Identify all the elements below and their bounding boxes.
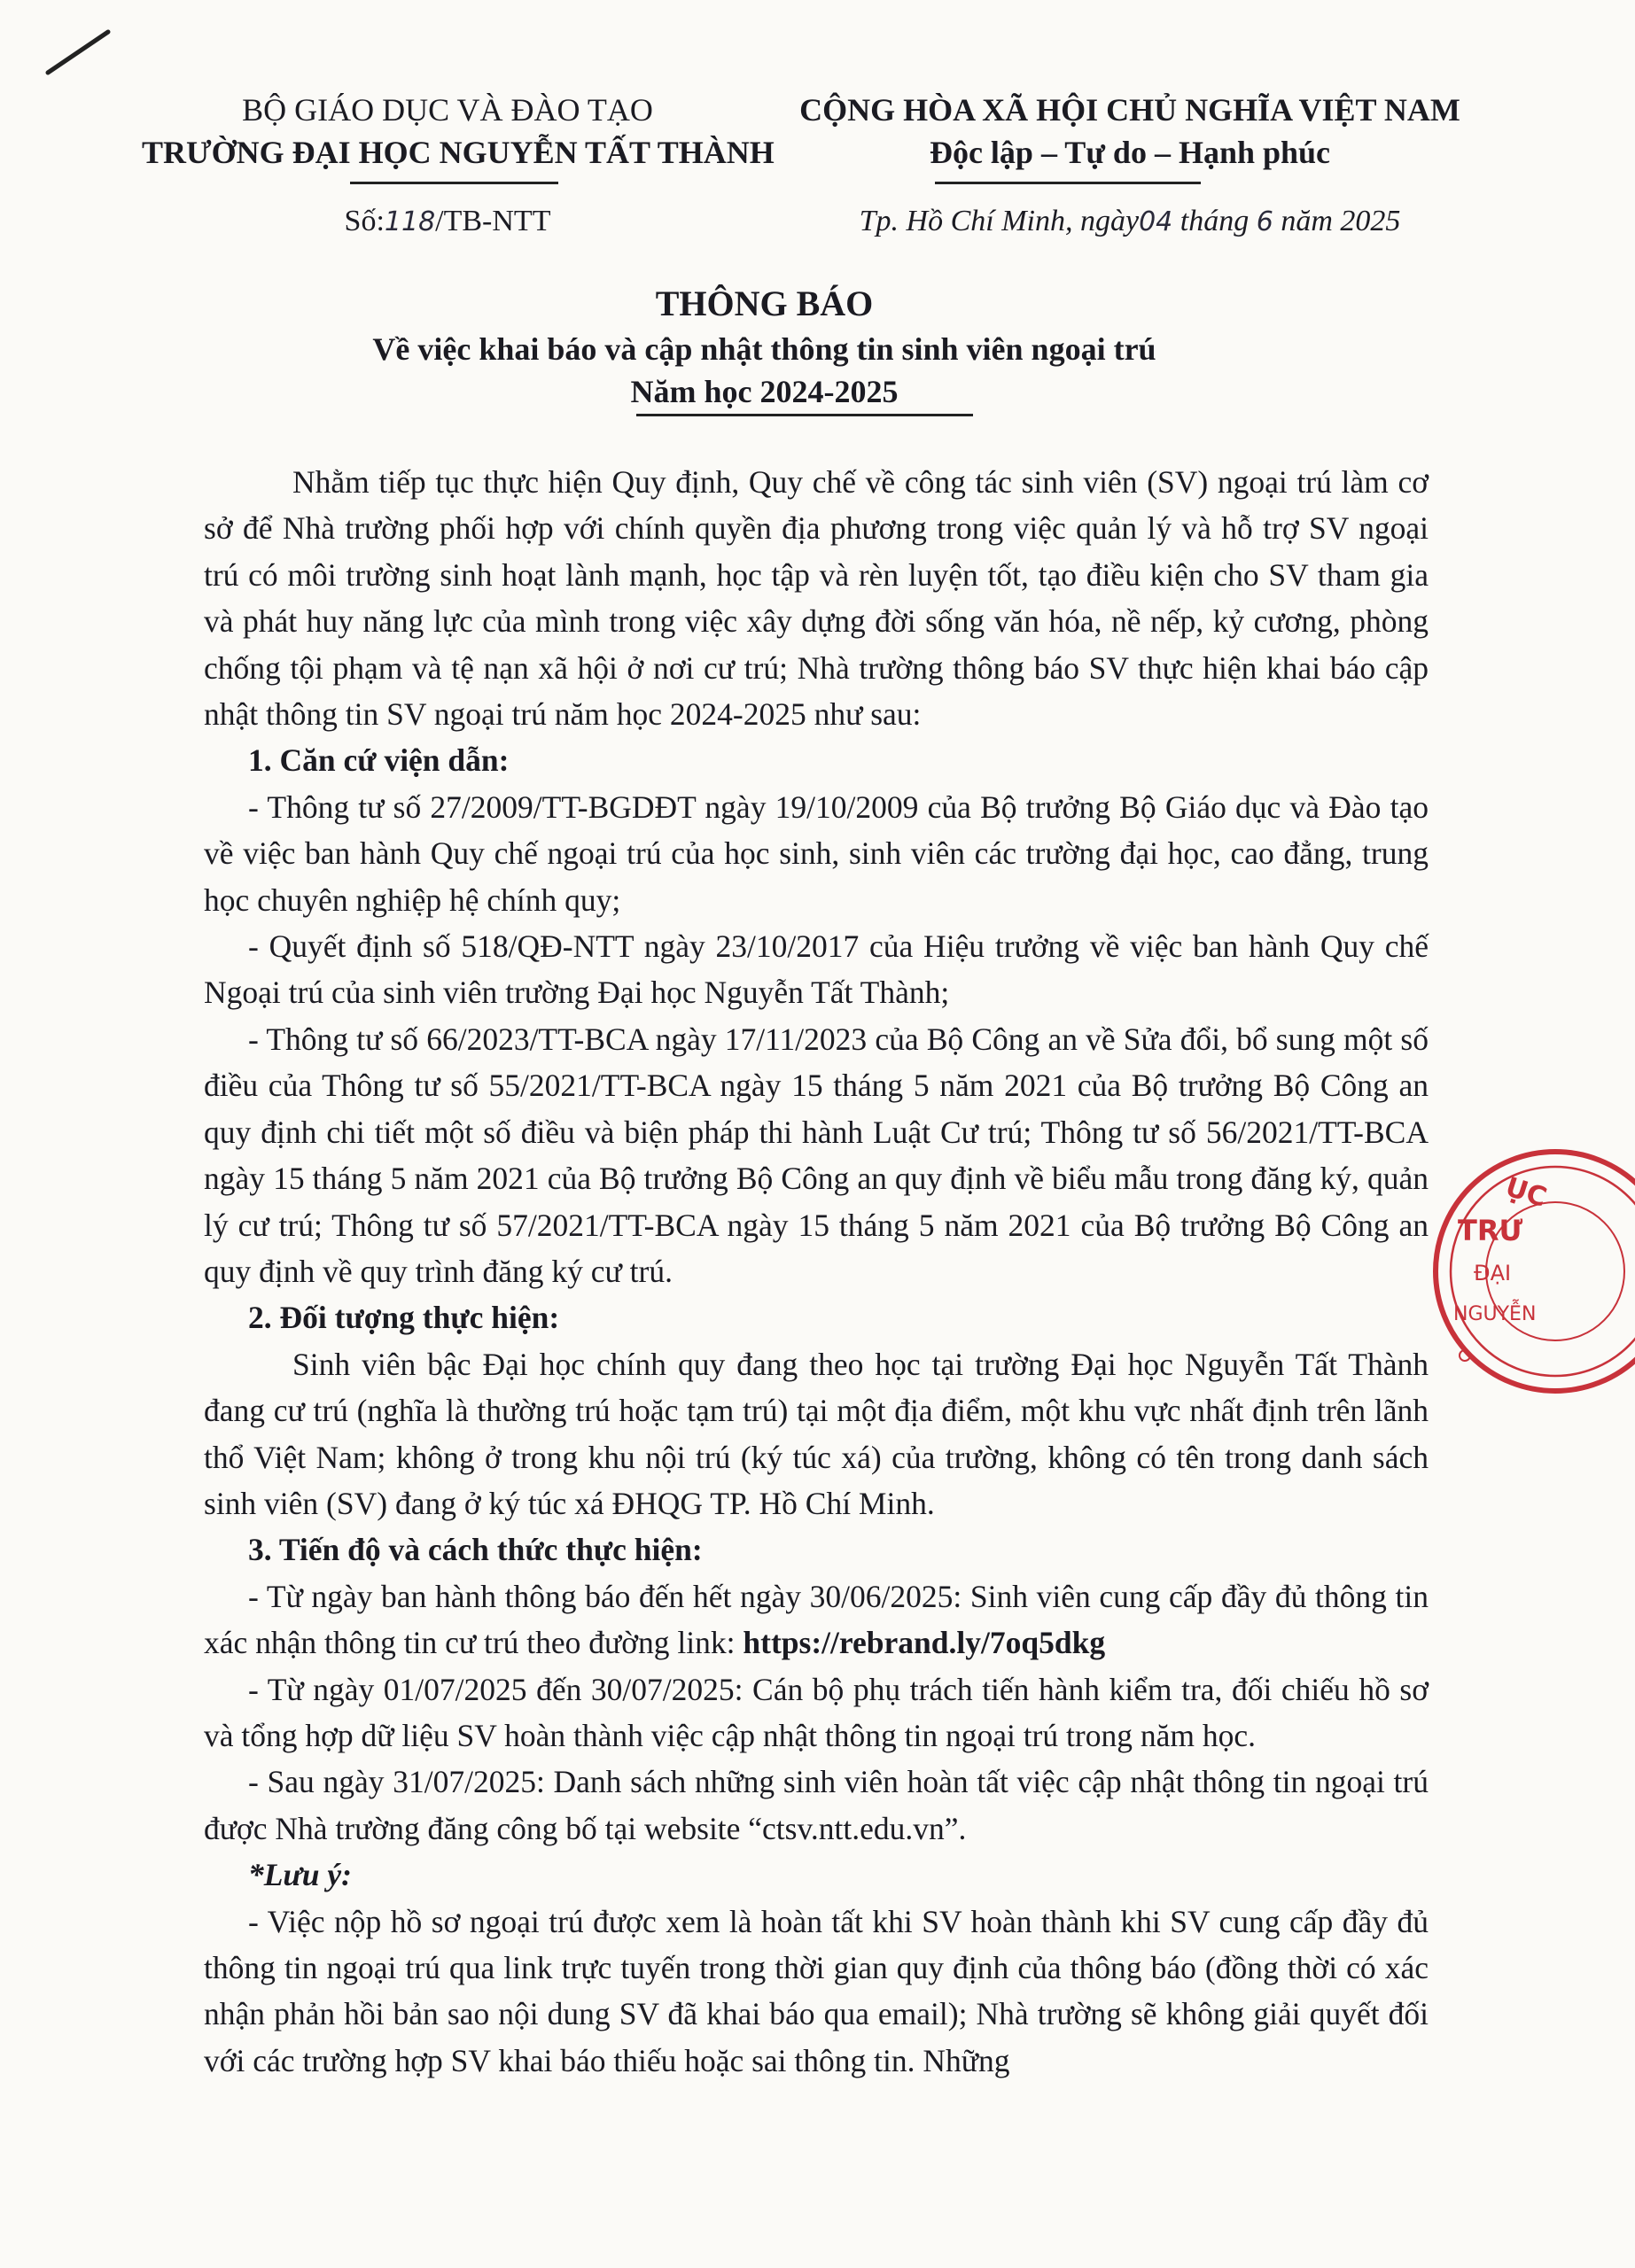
section-1-heading: 1. Căn cứ viện dẫn: [248, 742, 510, 779]
day-handwritten: 04 [1139, 206, 1173, 237]
section-2-heading: 2. Đối tượng thực hiện: [248, 1300, 560, 1336]
month-handwritten: 6 [1256, 206, 1273, 237]
notice-school-year: Năm học 2024-2025 [630, 374, 899, 409]
seal-text-line3: NGUYỄN [1453, 1303, 1537, 1325]
schedule-item-text: - Từ ngày ban hành thông báo đến hết ngày 30/06/2025: Sinh viên cung cấp đầy đủ thông tin xác nhận thông tin cư trú theo đường link: [204, 1578, 1429, 1661]
title-underline [636, 414, 973, 416]
pen-slash-mark [43, 25, 113, 78]
national-title: CỘNG HÒA XÃ HỘI CHỦ NGHĨA VIỆT NAM [799, 92, 1460, 128]
section-2-text: Sinh viên bậc Đại học chính quy đang theo học tại trường Đại học Nguyễn Tất Thành đang cư trú (nghĩa là thường trú hoặc tạm trú) tại một địa điểm, một khu vực nhất định trên lãnh thổ Việt Nam; không ở trong khu nội trú (ký túc xá) của trường, không có tên trong danh sách sinh viên (SV) đang ở ký túc xá ĐHQG TP. Hồ Chí Minh. [204, 1346, 1429, 1521]
seal-text-line1: TRƯ [1458, 1214, 1523, 1247]
seal-text-line2: ĐẠI [1474, 1261, 1512, 1285]
notice-subject: Về việc khai báo và cập nhật thông tin sinh viên ngoại trú [372, 331, 1156, 367]
document-number-prefix: Số: [344, 205, 385, 237]
declaration-link[interactable]: https://rebrand.ly/7oq5dkg [743, 1625, 1106, 1661]
month-label: tháng [1180, 205, 1250, 237]
schedule-item: - Từ ngày 01/07/2025 đến 30/07/2025: Cán bộ phụ trách tiến hành kiểm tra, đối chiếu hồ sơ và tổng hợp dữ liệu SV hoàn thành việc cập nhật thông tin ngoại trú trong năm học. [204, 1671, 1429, 1753]
legal-basis-item: - Quyết định số 518/QĐ-NTT ngày 23/10/2017 của Hiệu trưởng về việc ban hành Quy chế Ngoại trú của sinh viên trường Đại học Nguyễn Tất Thành; [204, 928, 1429, 1011]
section-3-heading: 3. Tiến độ và cách thức thực hiện: [248, 1532, 703, 1568]
notice-title-block [0, 280, 1529, 413]
national-motto: Độc lập – Tự do – Hạnh phúc [929, 135, 1331, 170]
place-date-prefix: Tp. Hồ Chí Minh, ngày [859, 205, 1140, 237]
document-number-suffix: /TB-NTT [435, 205, 551, 237]
ministry-header [142, 89, 775, 174]
university-name: TRƯỜNG ĐẠI HỌC NGUYỄN TẤT THÀNH [142, 135, 775, 170]
ministry-name: BỘ GIÁO DỤC VÀ ĐÀO TẠO [242, 92, 653, 128]
national-header [789, 89, 1471, 174]
document-number-handwritten: 118 [384, 206, 436, 237]
notice-title: THÔNG BÁO [655, 284, 874, 323]
year-text: năm 2025 [1281, 205, 1401, 237]
place-and-date [789, 202, 1471, 242]
note-heading: *Lưu ý: [248, 1857, 352, 1893]
schedule-item: - Sau ngày 31/07/2025: Danh sách những sinh viên hoàn tất việc cập nhật thông tin ngoại trú được Nhà trường đăng công bố tại website “ctsv.ntt.edu.vn”. [204, 1764, 1429, 1846]
notice-body [204, 459, 1429, 2084]
document-number [142, 202, 753, 242]
legal-basis-item: - Thông tư số 27/2009/TT-BGDĐT ngày 19/10/2009 của Bộ trưởng Bộ Giáo dục và Đào tạo về việc ban hành Quy chế ngoại trú của học sinh, sinh viên các trường đại học, cao đẳng, trung học chuyên nghiệp hệ chính quy; [204, 788, 1429, 918]
header-right-underline [935, 182, 1201, 184]
note-item: - Việc nộp hồ sơ ngoại trú được xem là hoàn tất khi SV hoàn thành khi SV cung cấp đầy đủ thông tin ngoại trú qua link trực tuyến trong thời gian quy định của thông báo (đồng thời có xác nhận phản hồi bản sao nội dung SV đã khai báo qua email); Nhà trường sẽ không giải quyết đối với các trường hợp SV khai báo thiếu hoặc sai thông tin. Những [204, 1903, 1429, 2078]
university-seal [1422, 1143, 1635, 1400]
schedule-item [204, 1573, 1429, 1666]
legal-basis-item: - Thông tư số 66/2023/TT-BCA ngày 17/11/2023 của Bộ Công an về Sửa đổi, bổ sung một số điều của Thông tư số 55/2021/TT-BCA ngày 15 tháng 5 năm 2021 của Bộ trưởng Bộ Công an quy định chi tiết một số điều và biện pháp thi hành Luật Cư trú; Thông tư số 56/2021/TT-BCA ngày 15 tháng 5 năm 2021 của Bộ trưởng Bộ Công an quy định về biểu mẫu trong đăng ký, quản lý cư trú; Thông tư số 57/2021/TT-BCA ngày 15 tháng 5 năm 2021 của Bộ trưởng Bộ Công an quy định về quy trình đăng ký cư trú. [204, 1021, 1429, 1289]
intro-paragraph: Nhằm tiếp tục thực hiện Quy định, Quy chế về công tác sinh viên (SV) ngoại trú làm cơ sở để Nhà trường phối hợp với chính quyền địa phương trong việc quản lý và hỗ trợ SV ngoại trú có môi trường sinh hoạt lành mạnh, học tập và rèn luyện tốt, tạo điều kiện cho SV tham gia và phát huy năng lực của mình trong việc xây dựng đời sống văn hóa, nề nếp, kỷ cương, phòng chống tội phạm và tệ nạn xã hội ở nơi cư trú; Nhà trường thông báo SV thực hiện khai báo cập nhật thông tin SV ngoại trú năm học 2024-2025 như sau: [204, 464, 1429, 733]
header-left-underline [350, 182, 558, 184]
seal-text-top: ỤC [1501, 1171, 1551, 1214]
